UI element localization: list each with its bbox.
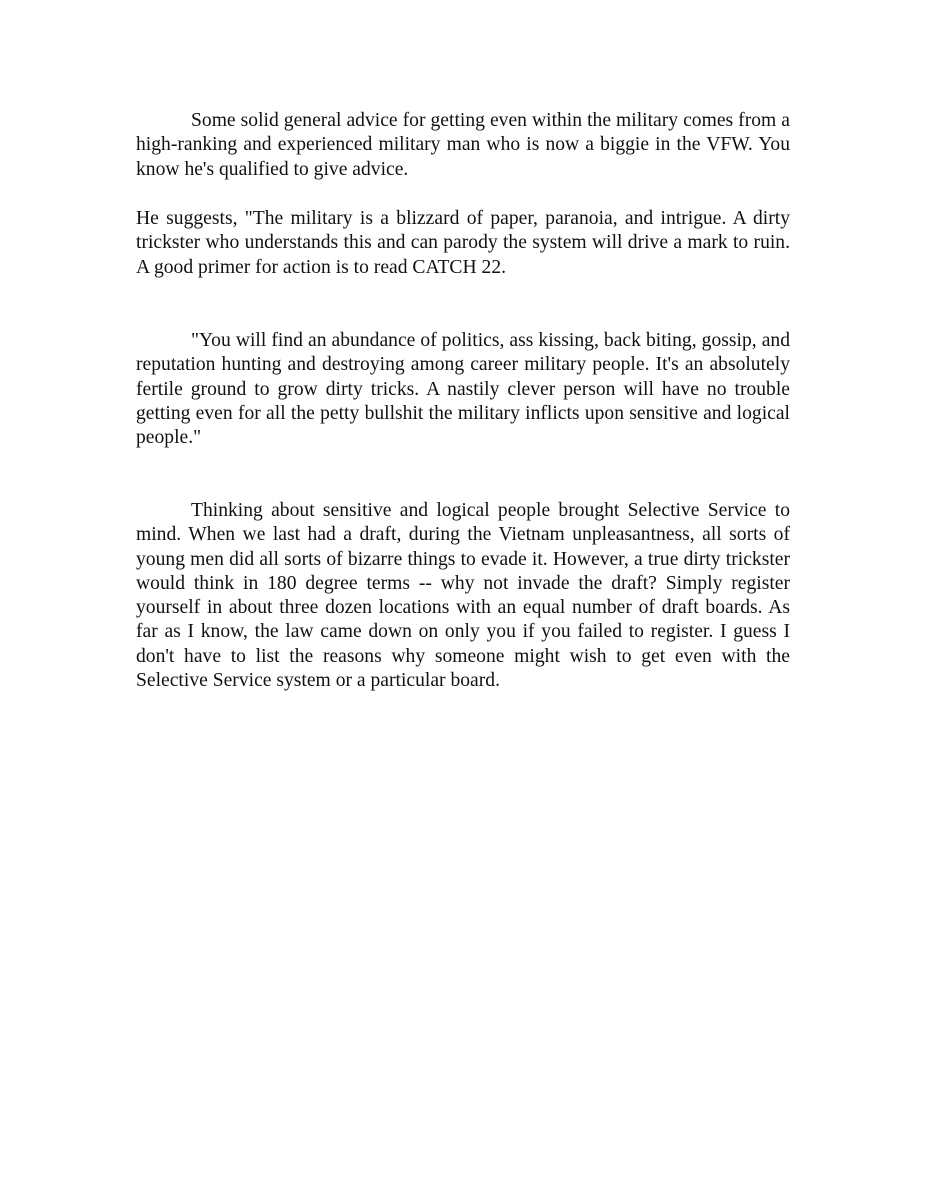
paragraph-general-advice: Some solid general advice for getting even within the military comes from a high-ranking and experienced military man who is now a biggie in the VFW. You know he's qualified to give advice. [136, 110, 790, 180]
paragraph-selective-service: Thinking about sensitive and logical people brought Selective Service to mind. When we last had a draft, during the Vietnam unpleasantness, all sorts of young men did all sorts of bizarre things to evade it. However, a true dirty trickster would think in 180 degree terms -- why not invade the draft? Simply register yourself in about three dozen locations with an equal number of draft boards. As far as I know, the law came down on only you if you failed to register. I guess I don't have to list the reasons why someone might wish to get even with the Selective Service system or a particular board. [136, 500, 790, 692]
paragraph-politics-quote: "You will find an abundance of politics, ass kissing, back biting, gossip, and reputation hunting and destroying among career military people. It's an absolutely fertile ground to grow dirty tricks. A nastily clever person will have no trouble getting even for all the petty bullshit the military inflicts upon sensitive and logical people." [136, 330, 790, 449]
paragraph-military-blizzard: He suggests, "The military is a blizzard of paper, paranoia, and intrigue. A dirty trickster who understands this and can parody the system will drive a mark to ruin. A good primer for action is to read CATCH 22. [136, 208, 790, 278]
